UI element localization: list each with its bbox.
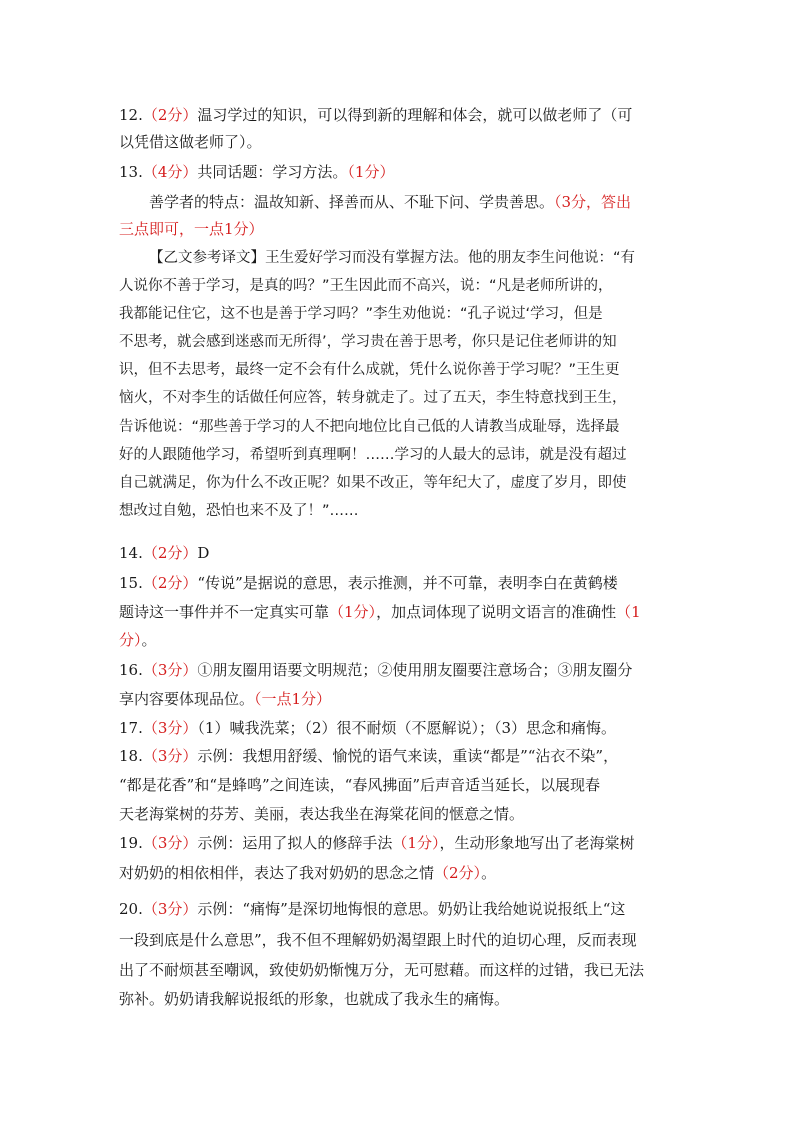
q14-line: [119, 543, 679, 563]
q13-score-2: （1分）: [347, 163, 395, 181]
q16-number: 16.: [119, 661, 143, 679]
q15-text-1: “传说”是据说的意思，表示推测，并不可靠，表明李白在黄鹤楼: [197, 574, 618, 592]
translation-line-9: [119, 473, 679, 493]
q13-line-1: [119, 162, 679, 182]
translation-text-9: 自己就满足，你为什么不改正呢？如果不改正，等年纪大了，虚度了岁月，即使: [119, 475, 627, 491]
q19-text-1a: 示例：运用了拟人的修辞手法: [197, 834, 393, 852]
q20-text-2: 一段到底是什么意思”，我不但不理解奶奶渴望跟上时代的迫切心理，反而表现: [119, 931, 637, 949]
translation-line-5: [119, 360, 679, 380]
q14-number: 14.: [119, 544, 143, 562]
q15-text-2b: ，加点词体现了说明文语言的准确性: [376, 603, 617, 621]
q12-text-1: 温习学过的知识，可以得到新的理解和体会，就可以做老师了（可: [197, 106, 633, 124]
q12-text-2: 以凭借这做老师了）。: [119, 133, 262, 151]
translation-line-4: [119, 332, 679, 352]
q18-number: 18.: [119, 747, 143, 765]
q15-line-1: [119, 573, 679, 593]
q18-score: （3分）: [142, 747, 198, 765]
q19-score-3: （2分）: [434, 864, 482, 882]
q17-line: [119, 718, 679, 738]
q13-score: （4分）: [142, 163, 198, 181]
q16-text-1: ①朋友圈用语要文明规范；②使用朋友圈要注意场合；③朋友圈分: [197, 661, 633, 679]
q15-score-3a: （1: [616, 603, 641, 621]
translation-line-1: [149, 248, 709, 268]
q19-score: （3分）: [142, 834, 198, 852]
q15-number: 15.: [119, 574, 143, 592]
translation-line-2: [119, 276, 679, 296]
q19-line-1: [119, 833, 679, 853]
q17-number: 17.: [119, 719, 143, 737]
q19-line-2: [119, 863, 679, 883]
q12-score: （2分）: [142, 106, 198, 124]
q15-score: （2分）: [142, 574, 198, 592]
q15-line-3: [119, 630, 679, 650]
q16-score: （3分）: [142, 661, 198, 679]
q18-line-3: [119, 804, 679, 824]
q20-line-4: [119, 989, 679, 1009]
translation-line-7: [119, 417, 679, 437]
q19-score-2: （1分）: [392, 834, 440, 852]
q15-score-2: （1分）: [329, 603, 377, 621]
q13-text-2: 善学者的特点：温故知新、择善而从、不耻下问、学贵善思。: [149, 193, 555, 211]
q19-number: 19.: [119, 834, 143, 852]
q19-text-1b: ，生动形象地写出了老海棠树: [439, 834, 635, 852]
q13-line-3: [119, 219, 679, 239]
q18-text-1: 示例：我想用舒缓、愉悦的语气来读，重读“都是”“沾衣不染”，: [197, 747, 619, 765]
q20-line-3: [119, 960, 679, 980]
q20-text-1: 示例：“痛悔”是深切地悔恨的意思。奶奶让我给她说说报纸上“这: [197, 900, 626, 918]
translation-line-3: [119, 304, 679, 324]
q12-number: 12.: [119, 106, 143, 124]
q20-text-4: 弥补。奶奶请我解说报纸的形象，也就成了我永生的痛悔。: [119, 990, 510, 1008]
q18-text-3: 天老海棠树的芬芳、美丽，表达我坐在海棠花间的惬意之情。: [119, 805, 525, 823]
q15-text-2a: 题诗这一事件并不一定真实可靠: [119, 603, 330, 621]
q14-score: （2分）: [142, 544, 198, 562]
q16-text-2: 享内容要体现品位。: [119, 690, 255, 708]
q13-score-3a: （3分，答出: [554, 193, 632, 211]
translation-text-2: 人说你不善于学习，是真的吗？”王生因此而不高兴，说：“凡是老师所讲的，: [119, 278, 613, 294]
q15-score-3b: 分）: [119, 631, 142, 649]
translation-text-6: 恼火，不对李生的话做任何应答，转身就走了。过了五天，李生特意找到王生，: [119, 390, 627, 406]
q15-text-3: 。: [141, 631, 157, 649]
q19-text-2b: 。: [481, 864, 497, 882]
translation-line-6: [119, 388, 679, 408]
q16-line-1: [119, 660, 679, 680]
translation-text-3: 我都能记住它，这不也是善于学习吗？”李生劝他说：“孔子说过‘学习，但是: [119, 306, 603, 322]
q16-score-2: （一点1分）: [254, 690, 332, 708]
translation-text-10: 想改过自勉，恐怕也来不及了！”……: [119, 503, 359, 519]
q13-text: 共同话题：学习方法。: [197, 163, 348, 181]
translation-text-1: 王生爱好学习而没有掌握方法。他的朋友李生问他说：“有: [265, 250, 636, 266]
q15-line-2: [119, 602, 679, 622]
q13-line-2: [149, 192, 709, 212]
translation-text-4: 不思考，就会感到迷惑而无所得’，学习贵在善于思考，你只是记住老师讲的知: [119, 334, 617, 350]
q12-line-2: [119, 132, 679, 152]
q20-text-3: 出了不耐烦甚至嘲讽，致使奶奶惭愧万分，无可慰藉。而这样的过错，我已无法: [119, 961, 645, 979]
translation-text-8: 好的人跟随他学习，希望听到真理啊！……学习的人最大的忌讳，就是没有超过: [119, 447, 627, 463]
translation-line-8: [119, 445, 679, 465]
q14-text: D: [197, 544, 210, 562]
q17-score: （3分）: [142, 719, 198, 737]
q18-line-2: [119, 775, 679, 795]
q13-number: 13.: [119, 163, 143, 181]
q12-line-1: [119, 105, 679, 125]
translation-line-10: [119, 501, 679, 521]
translation-text-7: 告诉他说：“那些善于学习的人不把向地位比自己低的人请教当成耻辱，选择最: [119, 419, 620, 435]
q18-line-1: [119, 746, 679, 766]
q20-number: 20.: [119, 900, 143, 918]
q20-score: （3分）: [142, 900, 198, 918]
translation-text-5: 识，但不去思考，最终一定不会有什么成就，凭什么说你善于学习呢？”王生更: [119, 362, 620, 378]
q16-line-2: [119, 689, 679, 709]
q20-line-2: [119, 930, 679, 950]
q17-text: （1）喊我洗菜；（2）很不耐烦（不愿解说）；（3）思念和痛悔。: [197, 719, 617, 737]
q19-text-2a: 对奶奶的相依相伴，表达了我对奶奶的思念之情: [119, 864, 435, 882]
q20-line-1: [119, 899, 679, 919]
q13-score-3b: 三点即可，一点1分）: [119, 220, 264, 238]
q18-text-2: “都是花香”和“是蜂鸣”之间连读，“春风拂面”后声音适当延长，以展现春: [119, 776, 601, 794]
translation-label: 【乙文参考译文】: [149, 250, 265, 266]
